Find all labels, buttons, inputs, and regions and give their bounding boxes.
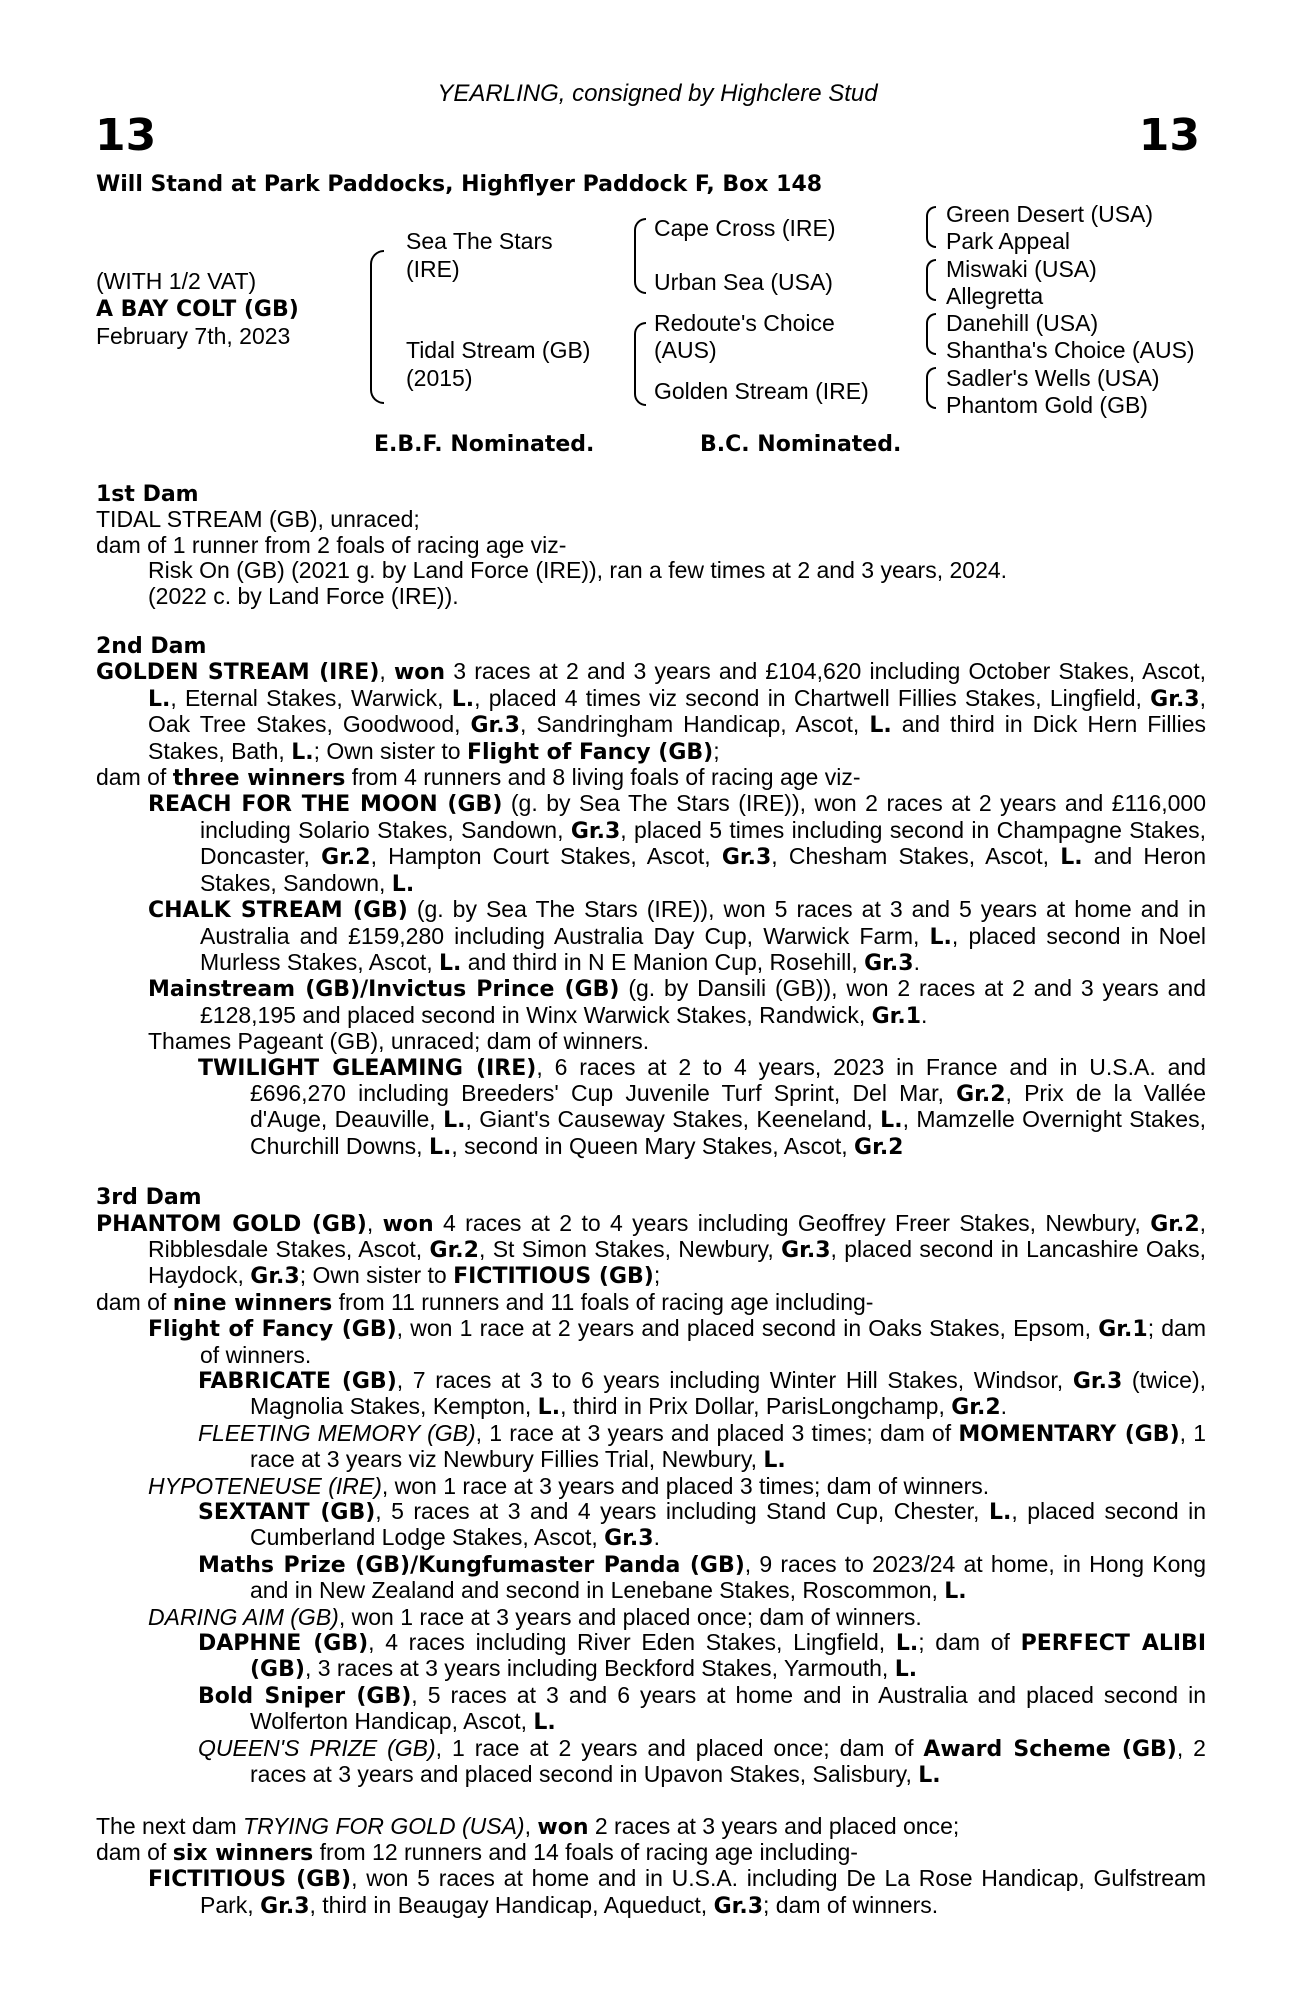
produce-entry: Thames Pageant (GB), unraced; dam of winners. <box>148 1028 650 1055</box>
produce-entry: CHALK STREAM (GB) (g. by Sea The Stars (IRE)), won 5 races at 3 and 5 years at home and in Australia and £159,280 including Australia Day Cup, Warwick Farm, L., placed second in Noel Murless Stakes, Ascot, L. and third in N E Manion Cup, Rosehill, Gr.3. <box>148 896 1206 976</box>
produce-entry: DAPHNE (GB), 4 races including River Eden Stakes, Lingfield, L.; dam of PERFECT ALIBI (GB), 3 races at 3 years including Beckford Stakes, Yarmouth, L. <box>198 1629 1207 1683</box>
next-dam-record: The next dam TRYING FOR GOLD (USA), won 2 races at 3 years and placed once; <box>96 1812 960 1840</box>
first-dam-heading: 1st Dam <box>96 482 199 507</box>
sire-dam-dam: Allegretta <box>946 283 1044 309</box>
produce-entry: FICTITIOUS (GB), won 5 races at home and in U.S.A. including De La Rose Handicap, Gulfstream Park, Gr.3, third in Beaugay Handicap, Aqueduct, Gr.3; dam of winners. <box>148 1865 1207 1919</box>
produce-record <box>96 482 1206 1919</box>
third-dam-heading: 3rd Dam <box>96 1185 202 1211</box>
next-dam-summary: dam of six winners from 12 runners and 14 foals of racing age including- <box>96 1838 858 1866</box>
brace-ss <box>926 206 936 248</box>
bc-nominated: B.C. Nominated. <box>700 432 902 457</box>
second-dam-summary: dam of three winners from 4 runners and 8 living foals of racing age viz- <box>96 764 861 792</box>
first-dam-line: TIDAL STREAM (GB), unraced; <box>96 506 420 533</box>
produce-entry: SEXTANT (GB), 5 races at 3 and 4 years including Stand Cup, Chester, L., placed second in Cumberland Lodge Stakes, Ascot, Gr.3. <box>198 1498 1206 1552</box>
sire-sire-dam: Park Appeal <box>946 228 1071 254</box>
pedigree-brace <box>370 250 384 404</box>
produce-entry: REACH FOR THE MOON (GB) (g. by Sea The Stars (IRE)), won 2 races at 2 years and £116,000 including Solario Stakes, Sandown, Gr.3, placed 5 times including second in Champagne Stakes, Doncaster, Gr.2, Hampton Court Stakes, Ascot, Gr.3, Chesham Stakes, Ascot, L. and Heron Stakes, Sandown, L. <box>148 790 1206 897</box>
produce-entry: Maths Prize (GB)/Kungfumaster Panda (GB), 9 races to 2023/24 at home, in Hong Kong and in New Zealand and second in Lenebane Stakes, Roscommon, L. <box>198 1550 1206 1605</box>
sire-sire: Cape Cross (IRE) <box>654 215 836 241</box>
third-dam-record: PHANTOM GOLD (GB), won 4 races at 2 to 4 years including Geoffrey Freer Stakes, Newbury, Gr.2, Ribblesdale Stakes, Ascot, Gr.2, St Simon Stakes, Newbury, Gr.3, placed second in Lancashire Oaks, Haydock, Gr.3; Own sister to FICTITIOUS (GB); <box>96 1209 1207 1290</box>
vat-note: (WITH 1/2 VAT) <box>96 268 257 294</box>
first-dam-produce: (2022 c. by Land Force (IRE)). <box>148 582 459 609</box>
sire-country: (IRE) <box>406 256 460 282</box>
ebf-nominated: E.B.F. Nominated. <box>374 432 595 457</box>
produce-entry: HYPOTENEUSE (IRE), won 1 race at 3 years and placed 3 times; dam of winners. <box>148 1472 990 1499</box>
dam-year: (2015) <box>406 365 473 391</box>
produce-entry: FABRICATE (GB), 7 races at 3 to 6 years including Winter Hill Stakes, Windsor, Gr.3 (twice), Magnolia Stakes, Kempton, L., third in Prix Dollar, ParisLongchamp, Gr.2. <box>198 1367 1206 1421</box>
produce-entry: TWILIGHT GLEAMING (IRE), 6 races at 2 to 4 years, 2023 in France and in U.S.A. and £696,270 including Breeders' Cup Juvenile Turf Sprint, Del Mar, Gr.2, Prix de la Vallée d'Auge, Deauville, L., Giant's Causeway Stakes, Keeneland, L., Mamzelle Overnight Stakes, Churchill Downs, L., second in Queen Mary Stakes, Ascot, Gr.2 <box>198 1053 1206 1160</box>
consignment-line: YEARLING, consigned by Highclere Stud <box>437 80 878 107</box>
brace-sd <box>926 259 936 301</box>
dam-name: Tidal Stream (GB) <box>406 337 591 363</box>
dam-sire-sire: Danehill (USA) <box>946 310 1099 336</box>
second-dam-heading: 2nd Dam <box>96 634 207 660</box>
produce-entry: Flight of Fancy (GB), won 1 race at 2 years and placed second in Oaks Stakes, Epsom, Gr.1; dam of winners. <box>148 1315 1207 1368</box>
sire-name: Sea The Stars <box>406 228 553 254</box>
sire-dam-sire: Miswaki (USA) <box>946 256 1097 282</box>
produce-entry: Bold Sniper (GB), 5 races at 3 and 6 years at home and in Australia and placed second in Wolferton Handicap, Ascot, L. <box>198 1681 1206 1736</box>
lot-number-right: 13 <box>1138 110 1200 161</box>
dam-sire-name: Redoute's Choice <box>654 310 835 336</box>
dam-sire-country: (AUS) <box>654 337 717 363</box>
lot-number-left: 13 <box>95 110 157 161</box>
first-dam-produce: Risk On (GB) (2021 g. by Land Force (IRE)), ran a few times at 2 and 3 years, 2024. <box>148 557 1008 584</box>
dam-dam-dam: Phantom Gold (GB) <box>946 392 1148 418</box>
produce-entry: FLEETING MEMORY (GB), 1 race at 3 years and placed 3 times; dam of MOMENTARY (GB), 1 race at 3 years viz Newbury Fillies Trial, Newbury, L. <box>198 1419 1207 1474</box>
dam-dam-sire: Sadler's Wells (USA) <box>946 365 1160 391</box>
dam-sire-dam: Shantha's Choice (AUS) <box>946 337 1195 363</box>
brace-ds <box>926 313 936 355</box>
first-dam-summary: dam of 1 runner from 2 foals of racing age viz- <box>96 531 567 558</box>
third-dam-summary: dam of nine winners from 11 runners and 11 foals of racing age including- <box>96 1288 874 1316</box>
produce-entry: DARING AIM (GB), won 1 race at 3 years and placed once; dam of winners. <box>148 1603 922 1630</box>
produce-entry: Mainstream (GB)/Invictus Prince (GB) (g. by Dansili (GB)), won 2 races at 2 and 3 years and £128,195 and placed second in Winx Warwick Stakes, Randwick, Gr.1. <box>148 975 1206 1029</box>
brace-dd <box>926 367 936 409</box>
second-dam-record: GOLDEN STREAM (IRE), won 3 races at 2 and 3 years and £104,620 including October Stakes, Ascot, L., Eternal Stakes, Warwick, L., placed 4 times viz second in Chartwell Fillies Stakes, Lingfield, Gr.3, Oak Tree Stakes, Goodwood, Gr.3, Sandringham Handicap, Ascot, L. and third in Dick Hern Fillies Stakes, Bath, L.; Own sister to Flight of Fancy (GB); <box>96 658 1206 765</box>
stand-location: Will Stand at Park Paddocks, Highflyer Paddock F, Box 148 <box>96 172 823 197</box>
date-of-birth: February 7th, 2023 <box>96 323 291 349</box>
sire-dam: Urban Sea (USA) <box>654 269 833 295</box>
horse-name: A BAY COLT (GB) <box>96 297 299 322</box>
sire-brace <box>634 218 646 294</box>
produce-entry: QUEEN'S PRIZE (GB), 1 race at 2 years and placed once; dam of Award Scheme (GB), 2 races at 3 years and placed second in Upavon Stakes, Salisbury, L. <box>198 1734 1206 1789</box>
dam-brace <box>634 322 646 406</box>
sire-sire-sire: Green Desert (USA) <box>946 201 1154 227</box>
dam-dam: Golden Stream (IRE) <box>654 378 869 404</box>
